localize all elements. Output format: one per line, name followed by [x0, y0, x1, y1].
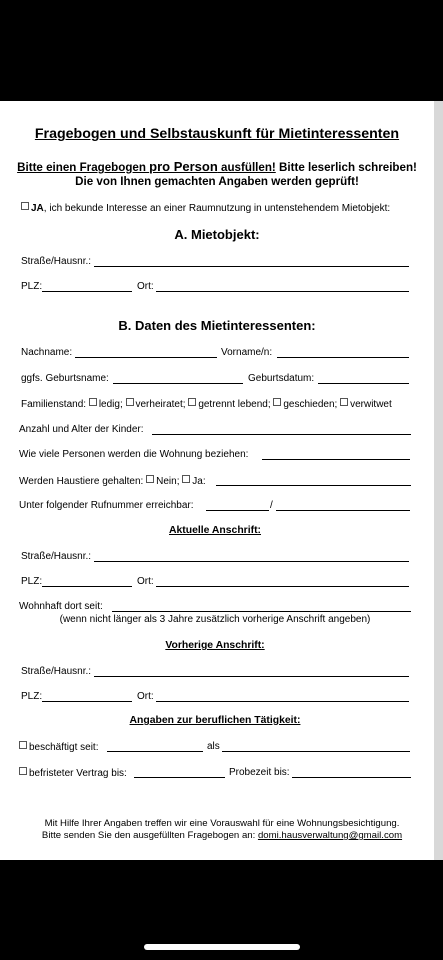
checkbox-icon[interactable] — [273, 398, 281, 406]
interest-statement — [21, 202, 390, 214]
footer-line-1: Mit Hilfe Ihrer Angaben treffen wir eine Vorauswahl für eine Wohnungsbesichtigung. — [44, 818, 400, 829]
rufnummer-label: Unter folgender Rufnummer erreichbar: — [19, 500, 194, 511]
instructions-line-1 — [0, 159, 434, 174]
beschaeftigt-row — [19, 741, 98, 753]
interest-text: , ich bekunde Interesse an einer Raumnutzung in untenstehendem Mietobjekt: — [43, 203, 391, 214]
geburtsname-label: ggfs. Geburtsname: — [21, 373, 109, 384]
previous-plz-field[interactable] — [42, 701, 132, 702]
current-street-field[interactable] — [94, 561, 409, 562]
personen-label: Wie viele Personen werden die Wohnung beziehen: — [19, 449, 249, 460]
familienstand-row — [21, 398, 392, 410]
current-ort-label: Ort: — [137, 576, 154, 587]
geburtsdatum-field[interactable] — [318, 383, 409, 384]
ledig-option: ledig; — [98, 399, 123, 410]
checkbox-icon[interactable] — [146, 475, 154, 483]
beschaeftigt-label: beschäftigt seit: — [29, 742, 99, 753]
nachname-field[interactable] — [75, 357, 217, 358]
probezeit-label: Probezeit bis: — [229, 767, 290, 778]
current-ort-field[interactable] — [156, 586, 409, 587]
home-indicator[interactable] — [144, 944, 300, 950]
befristet-label: befristeter Vertrag bis: — [29, 768, 127, 779]
checkbox-icon[interactable] — [21, 202, 29, 210]
checkbox-icon[interactable] — [89, 398, 97, 406]
checkbox-icon[interactable] — [182, 475, 190, 483]
geburtsname-field[interactable] — [113, 383, 243, 384]
familienstand-label: Familienstand: — [21, 399, 87, 410]
instruction-c: ausfüllen! — [217, 161, 276, 174]
previous-ort-field[interactable] — [156, 701, 409, 702]
befristet-field[interactable] — [134, 777, 225, 778]
beruf-heading: Angaben zur beruflichen Tätigkeit: — [129, 715, 301, 726]
rufnummer-slash: / — [270, 500, 273, 511]
previous-street-field[interactable] — [94, 676, 409, 677]
befristet-row — [19, 767, 127, 779]
object-ort-field[interactable] — [156, 291, 409, 292]
wohnhaft-field[interactable] — [112, 611, 411, 612]
previous-street-label: Straße/Hausnr.: — [21, 666, 92, 677]
object-ort-label: Ort: — [137, 281, 154, 292]
object-plz-label: PLZ: — [21, 281, 43, 292]
object-plz-field[interactable] — [42, 291, 132, 292]
instruction-b: pro Person — [149, 159, 218, 174]
kinder-label: Anzahl und Alter der Kinder: — [19, 424, 144, 435]
section-b-heading: B. Daten des Mietinteressenten: — [118, 318, 316, 333]
checkbox-icon[interactable] — [19, 767, 27, 775]
aktuelle-heading: Aktuelle Anschrift: — [169, 525, 261, 536]
getrennt-option: getrennt lebend; — [198, 399, 271, 410]
current-street-label: Straße/Hausnr.: — [21, 551, 92, 562]
object-street-field[interactable] — [94, 266, 409, 267]
instruction-a: Bitte einen Fragebogen — [17, 161, 150, 174]
personen-field[interactable] — [262, 459, 410, 460]
kinder-field[interactable] — [152, 434, 411, 435]
beschaeftigt-field[interactable] — [107, 751, 203, 752]
haustiere-field[interactable] — [216, 485, 411, 486]
rufnummer-number-field[interactable] — [276, 510, 410, 511]
section-a-heading: A. Mietobjekt: — [174, 227, 260, 242]
probezeit-field[interactable] — [292, 777, 411, 778]
ja-option: Ja: — [192, 476, 206, 487]
current-plz-label: PLZ: — [21, 576, 43, 587]
footer-line-2 — [0, 830, 443, 841]
vorherige-heading: Vorherige Anschrift: — [165, 640, 265, 651]
form-title: Fragebogen und Selbstauskunft für Mietinteressenten — [34, 126, 400, 142]
previous-plz-label: PLZ: — [21, 691, 43, 702]
checkbox-icon[interactable] — [126, 398, 134, 406]
checkbox-icon[interactable] — [188, 398, 196, 406]
previous-ort-label: Ort: — [137, 691, 154, 702]
als-label: als — [207, 741, 220, 752]
rufnummer-prefix-field[interactable] — [206, 510, 269, 511]
checkbox-icon[interactable] — [340, 398, 348, 406]
verwitwet-option: verwitwet — [350, 399, 392, 410]
instructions-line-2: Die von Ihnen gemachten Angaben werden geprüft! — [75, 175, 359, 188]
wohnhaft-label: Wohnhaft dort seit: — [19, 601, 103, 612]
instruction-d: Bitte leserlich schreiben! — [275, 161, 417, 174]
ja-label: JA — [31, 203, 44, 214]
haustiere-row — [19, 475, 206, 487]
als-field[interactable] — [222, 751, 410, 752]
email-link[interactable]: domi.hausverwaltung@gmail.com — [257, 830, 403, 841]
footer-send-text: Bitte senden Sie den ausgefüllten Fragebogen an: — [41, 830, 258, 841]
verheiratet-option: verheiratet; — [135, 399, 186, 410]
vorname-field[interactable] — [277, 357, 409, 358]
checkbox-icon[interactable] — [19, 741, 27, 749]
geschieden-option: geschieden; — [283, 399, 338, 410]
vorname-label: Vorname/n: — [221, 347, 273, 358]
current-plz-field[interactable] — [42, 586, 132, 587]
wohnhaft-note: (wenn nicht länger als 3 Jahre zusätzlich vorherige Anschrift angeben) — [59, 614, 371, 625]
object-street-label: Straße/Hausnr.: — [21, 256, 92, 267]
page-edge — [434, 101, 443, 860]
haustiere-label: Werden Haustiere gehalten: — [19, 476, 144, 487]
nachname-label: Nachname: — [21, 347, 73, 358]
nein-option: Nein; — [156, 476, 180, 487]
geburtsdatum-label: Geburtsdatum: — [248, 373, 315, 384]
